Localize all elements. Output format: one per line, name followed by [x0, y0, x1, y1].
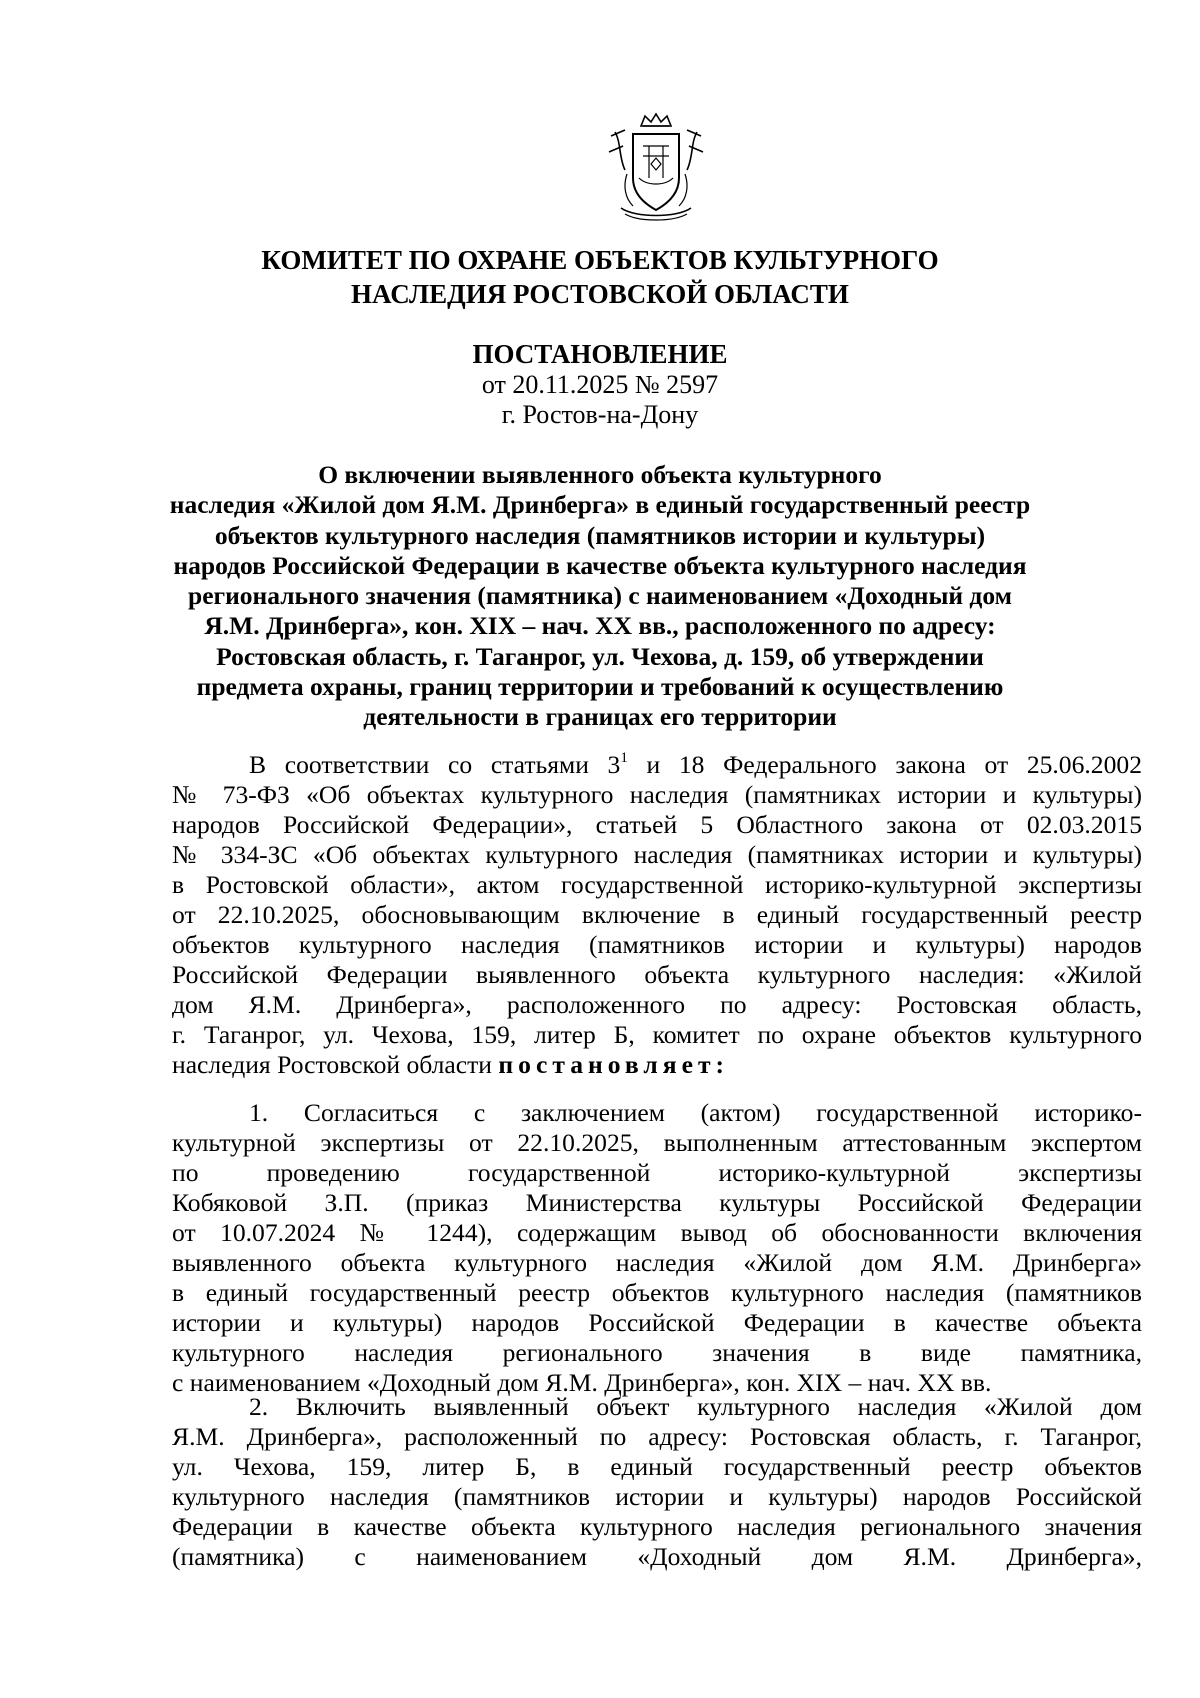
- preamble-line: № 73-ФЗ «Об объектах культурного наследия (памятниках истории и культуры): [172, 780, 1142, 809]
- organization-name: [100, 243, 1100, 311]
- item-2-paragraph: [172, 1392, 1142, 1572]
- subject-line: наследия «Жилой дом Я.М. Дринберга» в единый государственный реестр: [169, 490, 1031, 520]
- decree-meta: [100, 370, 1100, 430]
- preamble-line: от 22.10.2025, обосновывающим включение в единый государственный реестр: [172, 900, 1142, 929]
- item-1-line: Кобяковой З.П. (приказ Министерства культуры Российской Федерации: [172, 1188, 1142, 1217]
- preamble-line: народов Российской Федерации», статьей 5 Областного закона от 02.03.2015: [172, 810, 1142, 839]
- subject-line: регионального значения (памятника) с наименованием «Доходный дом: [188, 581, 1012, 611]
- preamble-line: наследия Ростовской области постановляет:: [172, 1050, 730, 1079]
- preamble-line: Российской Федерации выявленного объекта культурного наследия: «Жилой: [172, 960, 1142, 989]
- preamble-line: дом Я.М. Дринберга», расположенного по адресу: Ростовская область,: [172, 990, 1142, 1019]
- preamble-line: В соответствии со статьями $3^1$ и 18 Федерального закона от 25.06.2002: [249, 750, 1142, 779]
- subject-line: О включении выявленного объекта культурного: [318, 460, 882, 489]
- item-1-line: по проведению государственной историко-культурной экспертизы: [172, 1158, 1142, 1187]
- item-1-line: в единый государственный реестр объектов культурного наследия (памятников: [172, 1278, 1142, 1307]
- item-2-line: (памятника) с наименованием «Доходный дом Я.М. Дринберга»,: [172, 1542, 1142, 1571]
- item-1-line: от 10.07.2024 № 1244), содержащим вывод об обоснованности включения: [172, 1218, 1142, 1247]
- item-2-line: ул. Чехова, 159, литер Б, в единый государственный реестр объектов: [172, 1452, 1142, 1481]
- preamble-line: объектов культурного наследия (памятников истории и культуры) народов: [172, 930, 1142, 959]
- item-1-line: культурного наследия регионального значения в виде памятника,: [172, 1338, 1142, 1367]
- item-2-line: Федерации в качестве объекта культурного наследия регионального значения: [172, 1512, 1142, 1541]
- item-1-line: с наименованием «Доходный дом Я.М. Дринберга», кон. XIX – нач. XX вв.: [172, 1368, 992, 1397]
- rostov-oblast-coat-of-arms-icon: [603, 112, 709, 222]
- item-1-line: истории и культуры) народов Российской Федерации в качестве объекта: [172, 1308, 1142, 1337]
- decree-subject-heading: [120, 460, 1080, 733]
- item-1-line: культурной экспертизы от 22.10.2025, выполненным аттестованным экспертом: [172, 1128, 1142, 1157]
- subject-line: объектов культурного наследия (памятников истории и культуры): [214, 520, 986, 550]
- preamble-line: № 334-ЗС «Об объектах культурного наследия (памятниках истории и культуры): [172, 840, 1142, 869]
- preamble-paragraph: [172, 750, 1142, 1080]
- subject-line: Я.М. Дринберга», кон. XIX – нач. XX вв., расположенного по адресу:: [204, 611, 996, 641]
- decree-city: г. Ростов-на-Дону: [501, 400, 699, 429]
- resolves-word: постановляет:: [498, 1050, 730, 1079]
- decree-date-number: от 20.11.2025 № 2597: [481, 370, 719, 399]
- item-2-line: Я.М. Дринберга», расположенный по адресу: Ростовская область, г. Таганрог,: [172, 1422, 1142, 1451]
- article-superscript: 1: [620, 750, 628, 766]
- preamble-line: в Ростовской области», актом государственной историко-культурной экспертизы: [172, 870, 1142, 899]
- item-1-line: выявленного объекта культурного наследия «Жилой дом Я.М. Дринберга»: [172, 1248, 1142, 1277]
- preamble-line: г. Таганрог, ул. Чехова, 159, литер Б, комитет по охране объектов культурного: [172, 1020, 1142, 1049]
- org-line-1: КОМИТЕТ ПО ОХРАНЕ ОБЪЕКТОВ КУЛЬТУРНОГО: [261, 245, 939, 275]
- item-1-paragraph: [172, 1098, 1142, 1398]
- decree-type-heading: ПОСТАНОВЛЕНИЕ: [472, 339, 728, 369]
- subject-line: народов Российской Федерации в качестве объекта культурного наследия: [173, 550, 1027, 580]
- subject-line: Ростовская область, г. Таганрог, ул. Чехова, д. 159, об утверждении: [216, 641, 984, 671]
- subject-line: предмета охраны, границ территории и требований к осуществлению: [196, 672, 1004, 702]
- subject-line: деятельности в границах его территории: [363, 702, 837, 732]
- item-2-line: культурного наследия (памятников истории и культуры) народов Российской: [172, 1482, 1142, 1511]
- org-line-2: НАСЛЕДИЯ РОСТОВСКОЙ ОБЛАСТИ: [351, 279, 849, 309]
- item-1-line: 1. Согласиться с заключением (актом) государственной историко-: [249, 1098, 1142, 1127]
- item-2-line: 2. Включить выявленный объект культурного наследия «Жилой дом: [249, 1392, 1142, 1421]
